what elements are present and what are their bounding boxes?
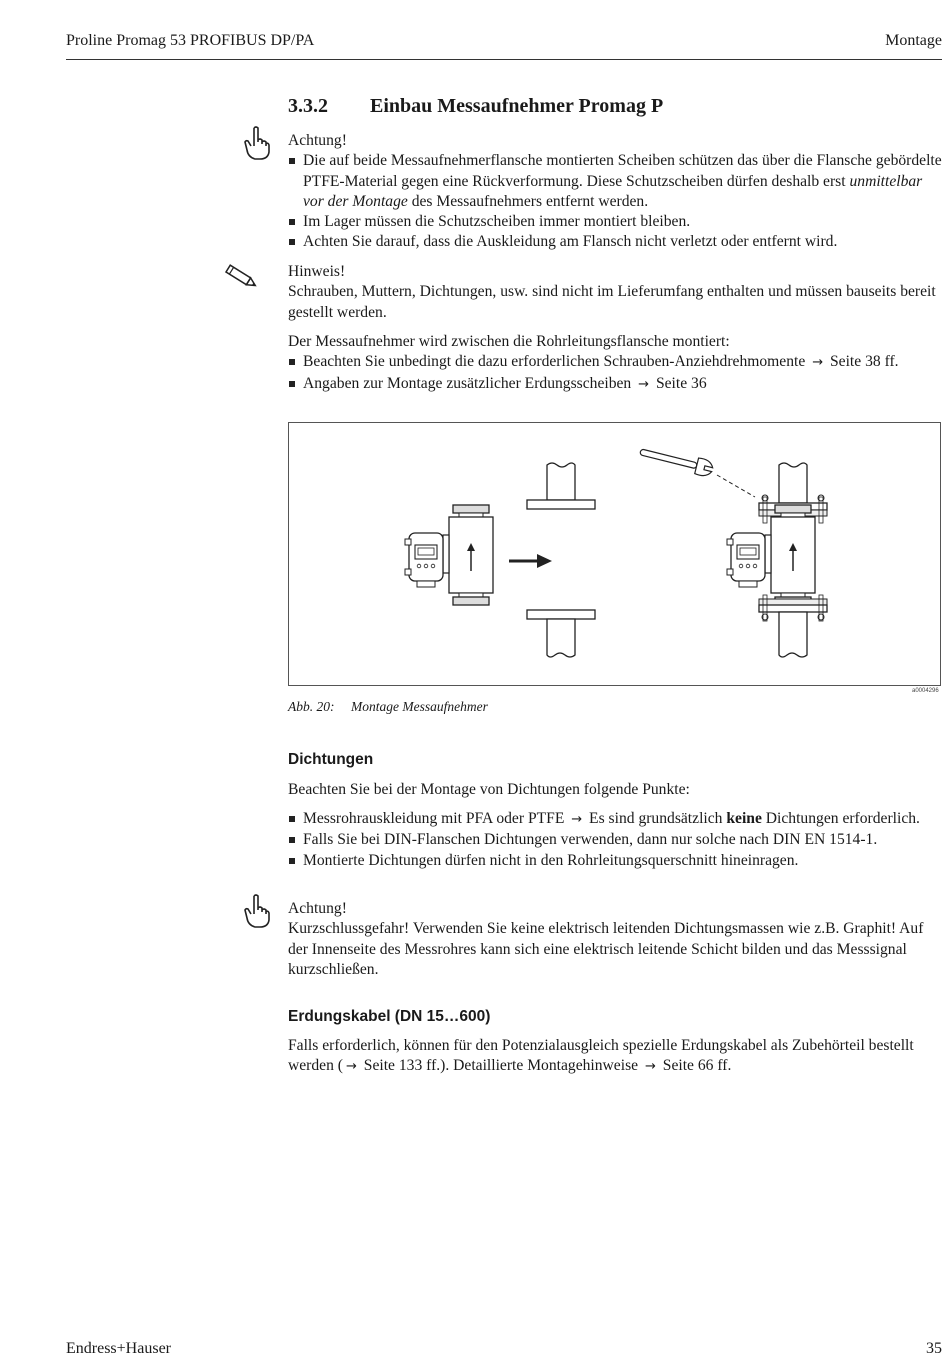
caption-text: Montage Messaufnehmer [351, 699, 488, 714]
arrow-right-icon: → [345, 1059, 357, 1075]
arrow-right-icon: → [812, 355, 824, 371]
pencil-icon [220, 262, 260, 290]
list-item-text: Messrohrauskleidung mit PFA oder PTFE [303, 810, 565, 827]
page-reference: Seite 66 ff. [662, 1057, 732, 1075]
section-title-text: Einbau Messaufnehmer Promag P [370, 95, 664, 117]
figure-frame [288, 422, 941, 686]
note-text: Schrauben, Muttern, Dichtungen, usw. sind nicht im Lieferumfang enthalten und müssen bauseits bereit gestellt werden. [288, 283, 936, 321]
caution-label: Achtung! [288, 132, 347, 149]
footer-left: Endress+Hauser [66, 1340, 171, 1357]
list-item-text: Dichtungen erforderlich. [761, 810, 920, 827]
page-reference: Seite 38 ff. [830, 353, 899, 371]
list-item [288, 809, 944, 830]
erdung-paragraph [288, 1036, 944, 1078]
caution-block [288, 899, 944, 980]
caution-block [288, 131, 944, 253]
list-item [288, 374, 944, 395]
list-item [288, 151, 944, 212]
hand-icon [242, 126, 272, 162]
list-item: Montierte Dichtungen dürfen nicht in den Rohrleitungsquerschnitt hineinragen. [288, 851, 944, 871]
dichtungen-block [288, 809, 944, 871]
note-block [288, 262, 944, 323]
section-number: 3.3.2 [288, 95, 328, 117]
list-item-text: Angaben zur Montage zusätzlicher Erdungsscheiben [303, 374, 632, 392]
caution-text: Kurzschlussgefahr! Verwenden Sie keine elektrisch leitenden Dichtungsmassen wie z.B. Graphit! Auf der Innenseite des Messrohres kann sich eine elektrisch leitende Schicht bilden und das Messsignal kurzschließen. [288, 920, 924, 978]
intro-list [288, 352, 944, 395]
list-item-text: Die auf beide Messaufnehmerflansche montierten Scheiben schützen das über die Flansche gebördelte PTFE-Material gegen eine Rückverformung. Diese Schutzscheiben dürfen deshalb erst [303, 152, 942, 190]
dichtungen-list [288, 809, 944, 871]
page-reference: Seite 133 ff. [363, 1057, 441, 1075]
section-title [288, 96, 944, 116]
list-item-text: Es sind grundsätzlich [585, 810, 727, 827]
caption-label: Abb. 20: [288, 699, 335, 714]
list-item-text: des Messaufnehmers entfernt werden. [407, 192, 649, 210]
paragraph-text: Falls erforderlich, können für den Potenzialausgleich spezielle Erdungskabel als Zubehörteil bestellt werden ( [288, 1037, 914, 1075]
intro-block [288, 332, 944, 395]
note-label: Hinweis! [288, 263, 346, 280]
installation-illustration [289, 423, 940, 685]
list-item: Falls Sie bei DIN-Flanschen Dichtungen verwenden, dann nur solche nach DIN EN 1514-1. [288, 830, 944, 850]
hand-icon [242, 894, 272, 930]
subheading-dichtungen: Dichtungen [288, 751, 374, 768]
bold-text: keine [726, 810, 762, 827]
arrow-right-icon: → [638, 376, 650, 392]
dichtungen-intro: Beachten Sie bei der Montage von Dichtungen folgende Punkte: [288, 781, 690, 798]
page-number: 35 [926, 1340, 942, 1357]
header-rule [66, 59, 942, 60]
list-item: Im Lager müssen die Schutzscheiben immer montiert bleiben. [288, 212, 944, 232]
arrow-right-icon: → [644, 1059, 656, 1075]
running-header-left: Proline Promag 53 PROFIBUS DP/PA [66, 32, 315, 49]
page-reference: Seite 36 [655, 374, 707, 392]
arrow-right-icon: → [571, 812, 583, 827]
figure-caption [288, 699, 488, 715]
list-item: Achten Sie darauf, dass die Auskleidung am Flansch nicht verletzt oder entfernt wird. [288, 232, 944, 252]
list-item [288, 352, 944, 373]
subheading-erdungskabel: Erdungskabel (DN 15…600) [288, 1008, 491, 1025]
caution-label: Achtung! [288, 900, 347, 917]
list-item-text: Beachten Sie unbedingt die dazu erforderlichen Schrauben-Anziehdrehmomente [303, 353, 806, 371]
figure-id: a0004296 [912, 688, 939, 694]
paragraph-text: ). Detaillierte Montagehinweise [440, 1057, 642, 1075]
intro-text: Der Messaufnehmer wird zwischen die Rohrleitungsflansche montiert: [288, 333, 730, 350]
running-header-right: Montage [885, 32, 942, 49]
caution-list [288, 151, 944, 252]
emphasis-text: unmittelbar vor der Montage [303, 172, 923, 210]
